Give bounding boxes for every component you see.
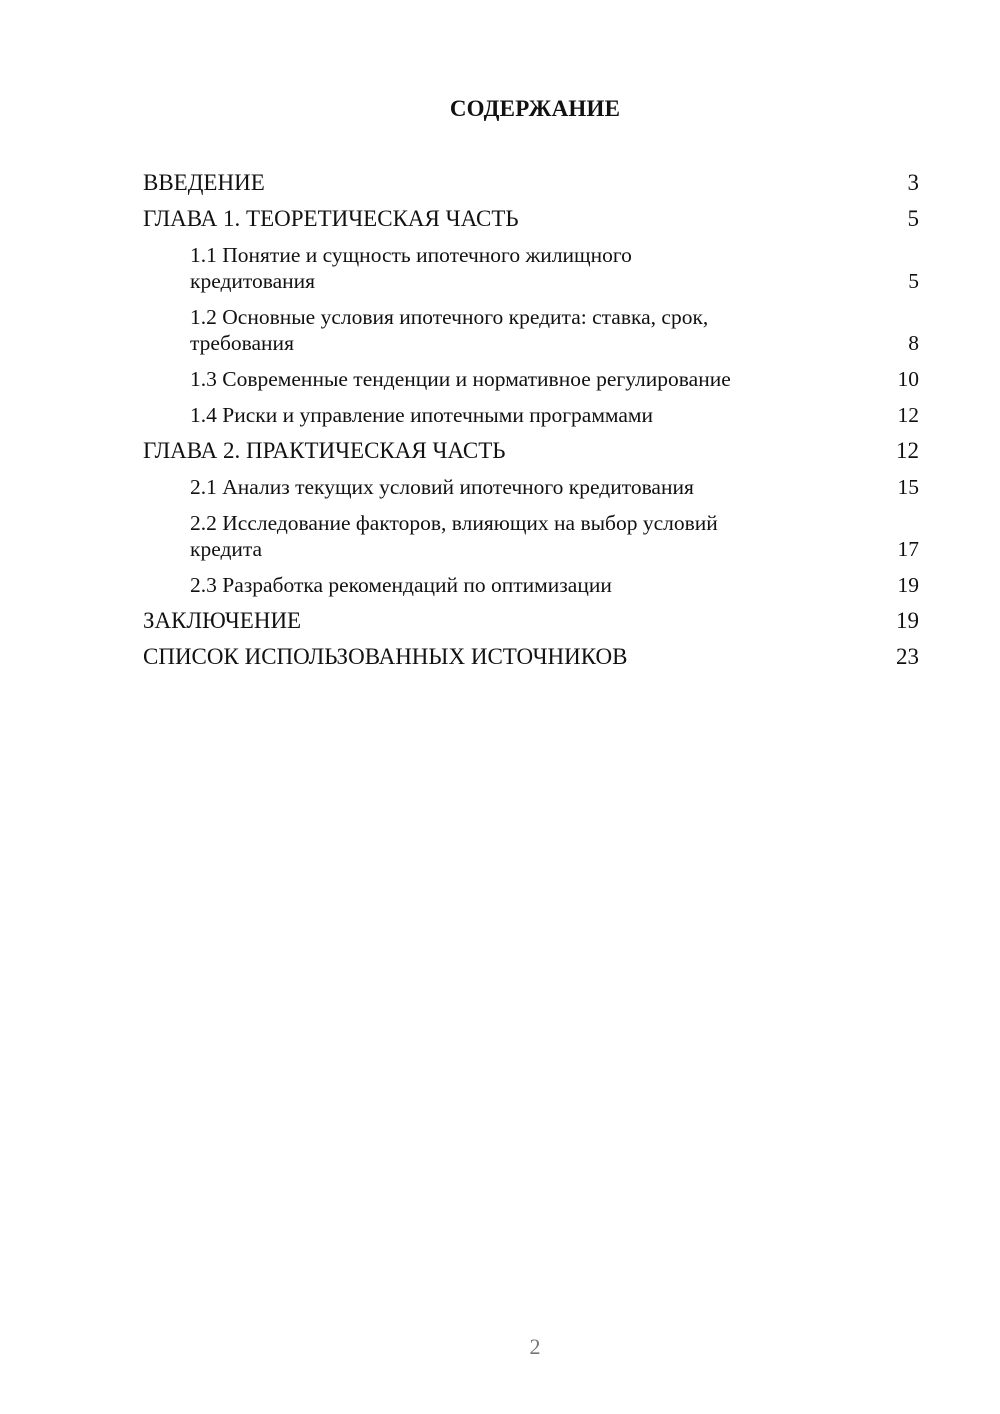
- toc-entry-section-2-3: [143, 572, 919, 598]
- toc-entry-section-1-1: [143, 242, 919, 294]
- toc-entry-page: 5: [908, 269, 919, 293]
- toc-entry-chapter-2: [143, 438, 919, 464]
- toc-entry-page: 12: [896, 438, 919, 463]
- toc-entry-page: 19: [896, 608, 919, 633]
- toc-entry-page: 12: [897, 403, 919, 427]
- toc-entry-page: 8: [908, 331, 919, 355]
- toc-entry-page: 3: [907, 170, 919, 195]
- toc-entry-label: 2.3 Разработка рекомендаций по оптимизации: [190, 573, 612, 597]
- toc-entry-label: 1.1 Понятие и сущность ипотечного жилищного кредитования: [190, 243, 632, 293]
- toc-entry-chapter-1: [143, 206, 919, 232]
- toc-entry-page: 23: [896, 644, 919, 669]
- toc-entry-page: 19: [897, 573, 919, 597]
- toc-entry-references: [143, 644, 919, 670]
- table-of-contents: [143, 170, 919, 680]
- toc-entry-label: 1.3 Современные тенденции и нормативное регулирование: [190, 367, 731, 391]
- toc-entry-section-1-3: [143, 366, 919, 392]
- page-title: СОДЕРЖАНИЕ: [449, 96, 621, 121]
- toc-entry-page: 10: [897, 367, 919, 391]
- toc-entry-section-1-2: [143, 304, 919, 356]
- toc-entry-label: 1.4 Риски и управление ипотечными программами: [190, 403, 654, 427]
- toc-entry-conclusion: [143, 608, 919, 634]
- toc-entry-page: 15: [897, 475, 919, 499]
- toc-entry-section-2-1: [143, 474, 919, 500]
- toc-entry-label: 2.1 Анализ текущих условий ипотечного кредитования: [190, 475, 694, 499]
- toc-entry-label: 1.2 Основные условия ипотечного кредита: ставка, срок, требования: [190, 305, 709, 355]
- toc-entry-label: ВВЕДЕНИЕ: [143, 170, 265, 195]
- toc-entry-section-1-4: [143, 402, 919, 428]
- toc-entry-page: 17: [897, 537, 919, 561]
- toc-entry-label: ГЛАВА 1. ТЕОРЕТИЧЕСКАЯ ЧАСТЬ: [143, 206, 519, 231]
- toc-entry-label: СПИСОК ИСПОЛЬЗОВАННЫХ ИСТОЧНИКОВ: [143, 644, 628, 669]
- toc-entry-section-2-2: [143, 510, 919, 562]
- toc-entry-label: 2.2 Исследование факторов, влияющих на выбор условий кредита: [190, 511, 718, 561]
- toc-entry-label: ГЛАВА 2. ПРАКТИЧЕСКАЯ ЧАСТЬ: [143, 438, 506, 463]
- toc-entry-page: 5: [907, 206, 919, 231]
- toc-entry-introduction: [143, 170, 919, 196]
- toc-entry-label: ЗАКЛЮЧЕНИЕ: [143, 608, 302, 633]
- page-number: 2: [529, 1334, 541, 1359]
